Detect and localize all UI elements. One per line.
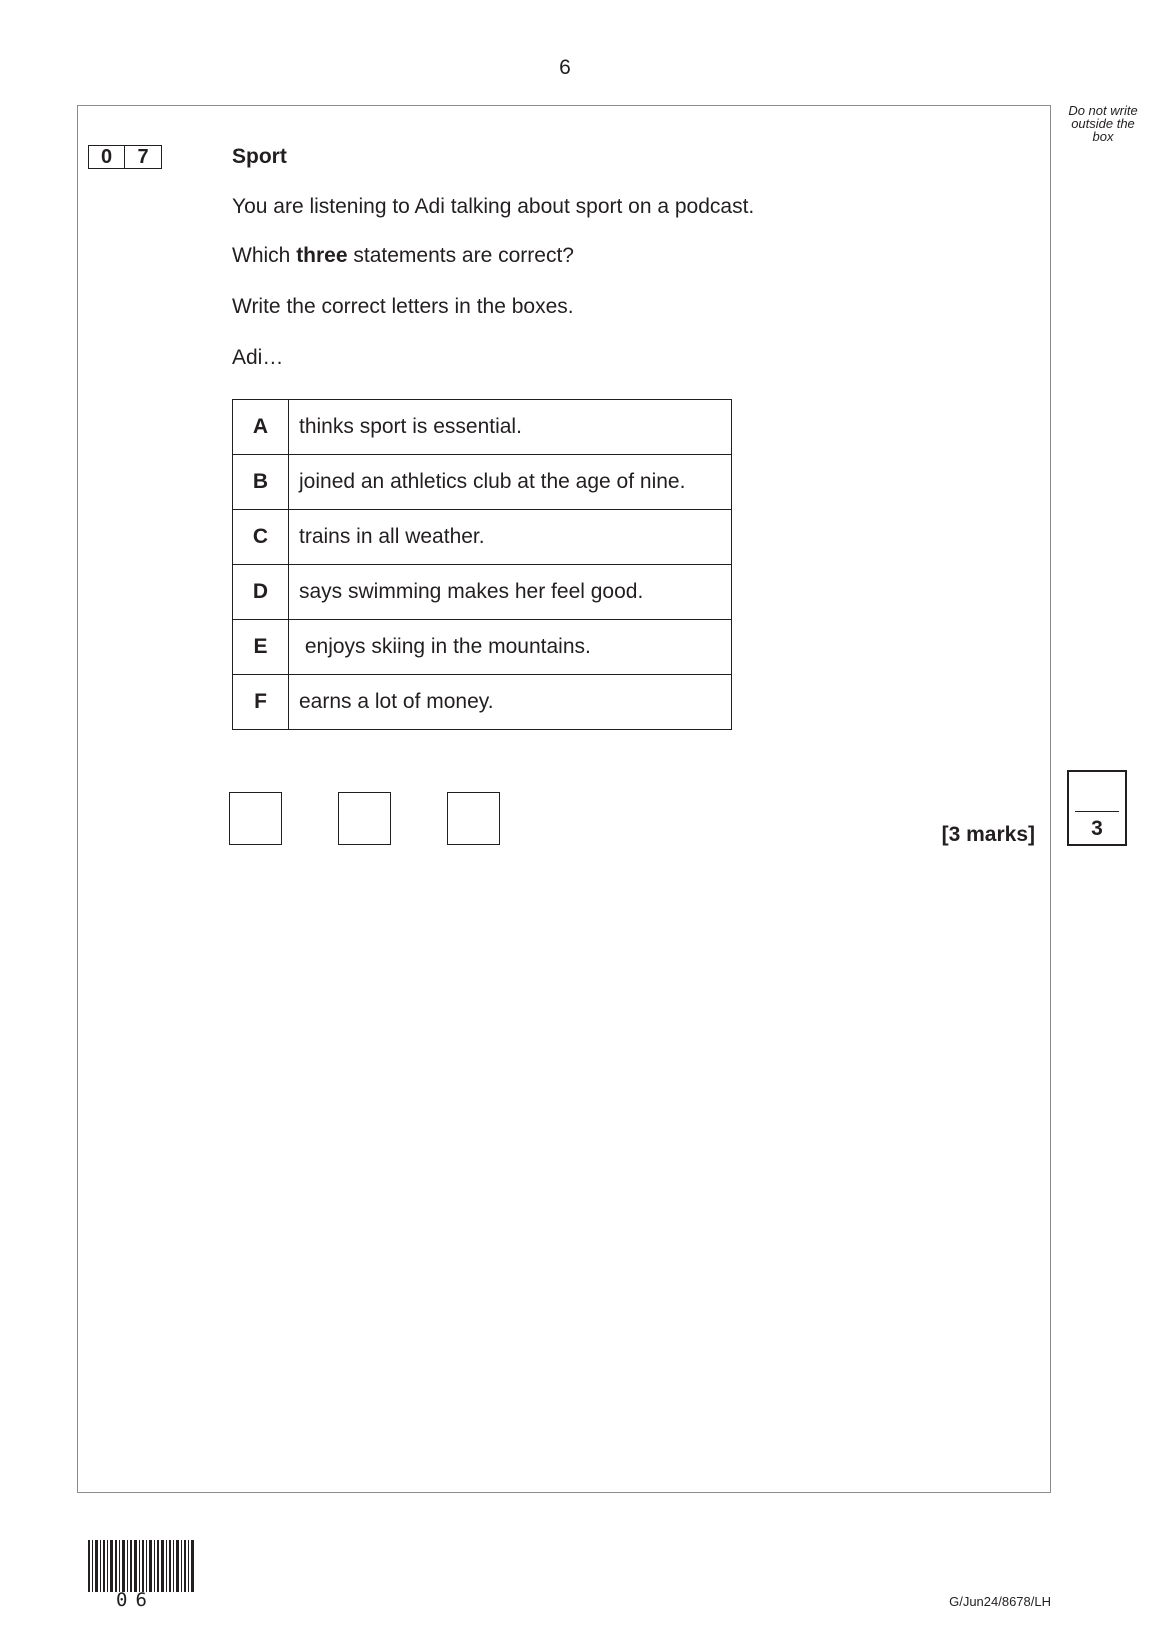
option-letter: A: [233, 400, 289, 455]
mark-box-rule: [1075, 811, 1119, 812]
option-letter: C: [233, 510, 289, 565]
option-text: says swimming makes her feel good.: [289, 565, 732, 620]
option-row: [233, 565, 732, 620]
option-row: [233, 455, 732, 510]
option-row: [233, 510, 732, 565]
question-stem: Adi…: [232, 346, 284, 369]
paper-reference: G/Jun24/8678/LH: [949, 1594, 1051, 1609]
option-letter: F: [233, 675, 289, 730]
answer-box-1[interactable]: [229, 792, 282, 845]
margin-instruction-line: outside the: [1071, 116, 1135, 131]
instruction-which-bold: three: [296, 244, 348, 267]
question-title: Sport: [232, 145, 287, 168]
option-text: enjoys skiing in the mountains.: [289, 620, 732, 675]
intro-text: You are listening to Adi talking about sport on a podcast.: [232, 195, 755, 218]
margin-instruction: [1060, 104, 1146, 143]
instruction-which: [232, 244, 574, 268]
option-letter: D: [233, 565, 289, 620]
option-text: trains in all weather.: [289, 510, 732, 565]
option-row: [233, 400, 732, 455]
option-letter: E: [233, 620, 289, 675]
instruction-write: Write the correct letters in the boxes.: [232, 295, 574, 318]
answer-box-3[interactable]: [447, 792, 500, 845]
question-number-digit: 7: [125, 145, 162, 169]
instruction-which-post: statements are correct?: [347, 244, 574, 267]
question-number: [88, 145, 162, 169]
option-row: [233, 675, 732, 730]
margin-instruction-line: Do not write: [1068, 103, 1138, 118]
options-table: [232, 399, 732, 730]
answer-box-2[interactable]: [338, 792, 391, 845]
marks-label: [3 marks]: [941, 823, 1035, 846]
question-number-digit: 0: [88, 145, 125, 169]
instruction-which-pre: Which: [232, 244, 297, 267]
option-letter: B: [233, 455, 289, 510]
examiner-mark-box: [1067, 770, 1127, 846]
option-row: [233, 620, 732, 675]
page-number: 6: [559, 56, 571, 79]
option-text: earns a lot of money.: [289, 675, 732, 730]
option-text: joined an athletics club at the age of nine.: [289, 455, 732, 510]
option-text: thinks sport is essential.: [289, 400, 732, 455]
margin-instruction-line: box: [1092, 129, 1114, 144]
mark-box-total: 3: [1091, 817, 1103, 840]
barcode: [88, 1540, 194, 1592]
barcode-digits: 06: [116, 1589, 155, 1611]
